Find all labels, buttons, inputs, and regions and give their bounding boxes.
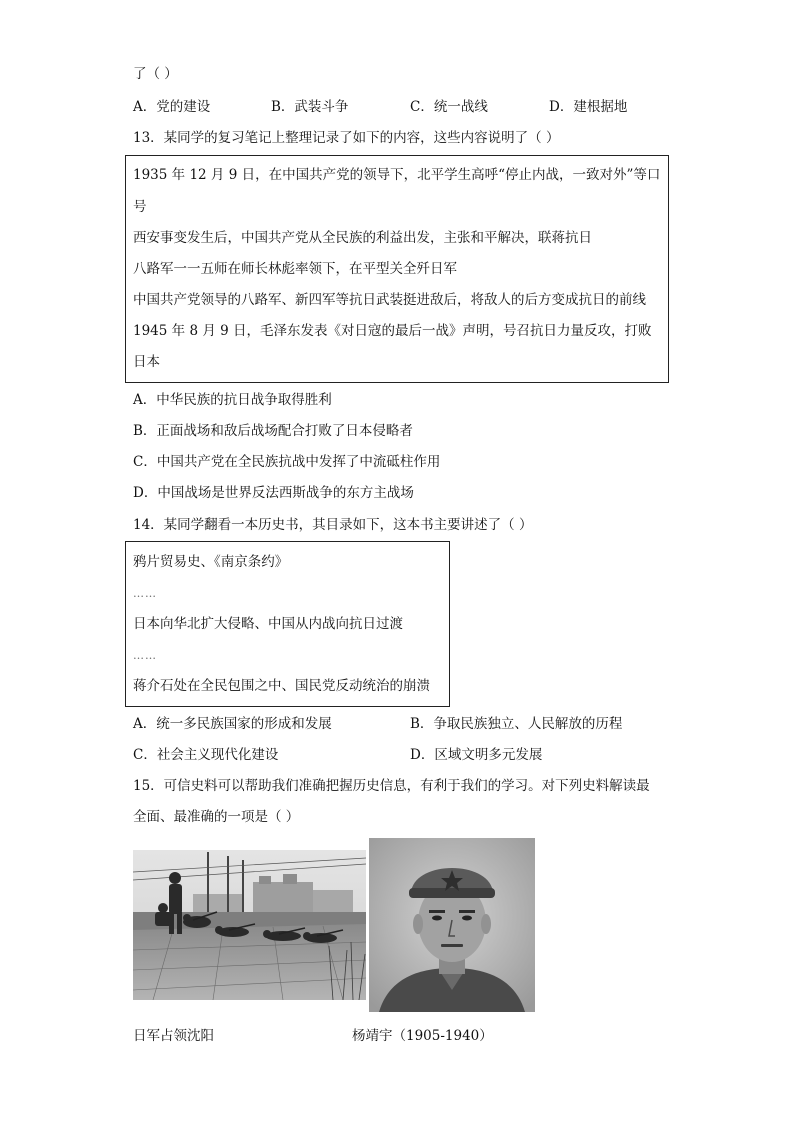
shenyang-occupation-photo [133,850,366,1000]
q14-toc-line: 蒋介石处在全民包围之中、国民党反动统治的崩溃 [133,678,430,694]
caption-yang-jingyu: 杨靖宇（1905-1940） [352,1028,493,1044]
q14-option-a[interactable]: A．统一多民族国家的形成和发展 [133,716,332,732]
q13-note-line: 1945 年 8 月 9 日，毛泽东发表《对日寇的最后一战》声明，号召抗日力量反攻，打败 [133,323,652,339]
q14-stem: 14．某同学翻看一本历史书，其目录如下，这本书主要讲述了（ ） [133,517,533,533]
q13-note-line: 西安事变发生后，中国共产党从全民族的利益出发，主张和平解决，联蒋抗日 [133,230,592,246]
q13-option-c[interactable]: C．中国共产党在全民族抗战中发挥了中流砥柱作用 [133,454,441,470]
q12-stem-tail: 了（ ） [133,66,178,82]
q13-note-line: 中国共产党领导的八路军、新四军等抗日武装挺进敌后，将敌人的后方变成抗日的前线 [133,292,646,308]
q14-toc-ellipsis: …… [133,587,157,600]
q13-option-a[interactable]: A．中华民族的抗日战争取得胜利 [133,392,332,408]
q14-toc-ellipsis: …… [133,649,157,662]
q13-note-line: 号 [133,199,147,215]
q15-stem-line1: 15．可信史料可以帮助我们准确把握历史信息，有利于我们的学习。对下列史料解读最 [133,778,650,794]
q14-toc-line: 鸦片贸易史、《南京条约》 [133,554,289,570]
q12-option-d[interactable]: D．建根据地 [549,99,628,115]
q12-option-c[interactable]: C．统一战线 [410,99,488,115]
q15-stem-line2: 全面、最准确的一项是（ ） [133,809,300,825]
q13-note-line: 1935 年 12 月 9 日，在中国共产党的领导下，北平学生高呼“停止内战，一致对外”等口 [133,167,661,183]
q13-stem: 13．某同学的复习笔记上整理记录了如下的内容，这些内容说明了（ ） [133,130,560,146]
caption-shenyang: 日军占领沈阳 [133,1028,214,1044]
q13-option-d[interactable]: D．中国战场是世界反法西斯战争的东方主战场 [133,485,414,501]
q12-option-a[interactable]: A．党的建设 [133,99,211,115]
q13-note-line: 日本 [133,354,160,370]
q14-option-b[interactable]: B．争取民族独立、人民解放的历程 [410,716,623,732]
q12-option-b[interactable]: B．武装斗争 [271,99,349,115]
q14-option-d[interactable]: D．区域文明多元发展 [410,747,543,763]
q13-note-line: 八路军一一五师在师长林彪率领下，在平型关全歼日军 [133,261,457,277]
q14-toc-line: 日本向华北扩大侵略、中国从内战向抗日过渡 [133,616,403,632]
q13-option-b[interactable]: B．正面战场和敌后战场配合打败了日本侵略者 [133,423,413,439]
yang-jingyu-portrait [369,838,535,1012]
q14-option-c[interactable]: C．社会主义现代化建设 [133,747,279,763]
